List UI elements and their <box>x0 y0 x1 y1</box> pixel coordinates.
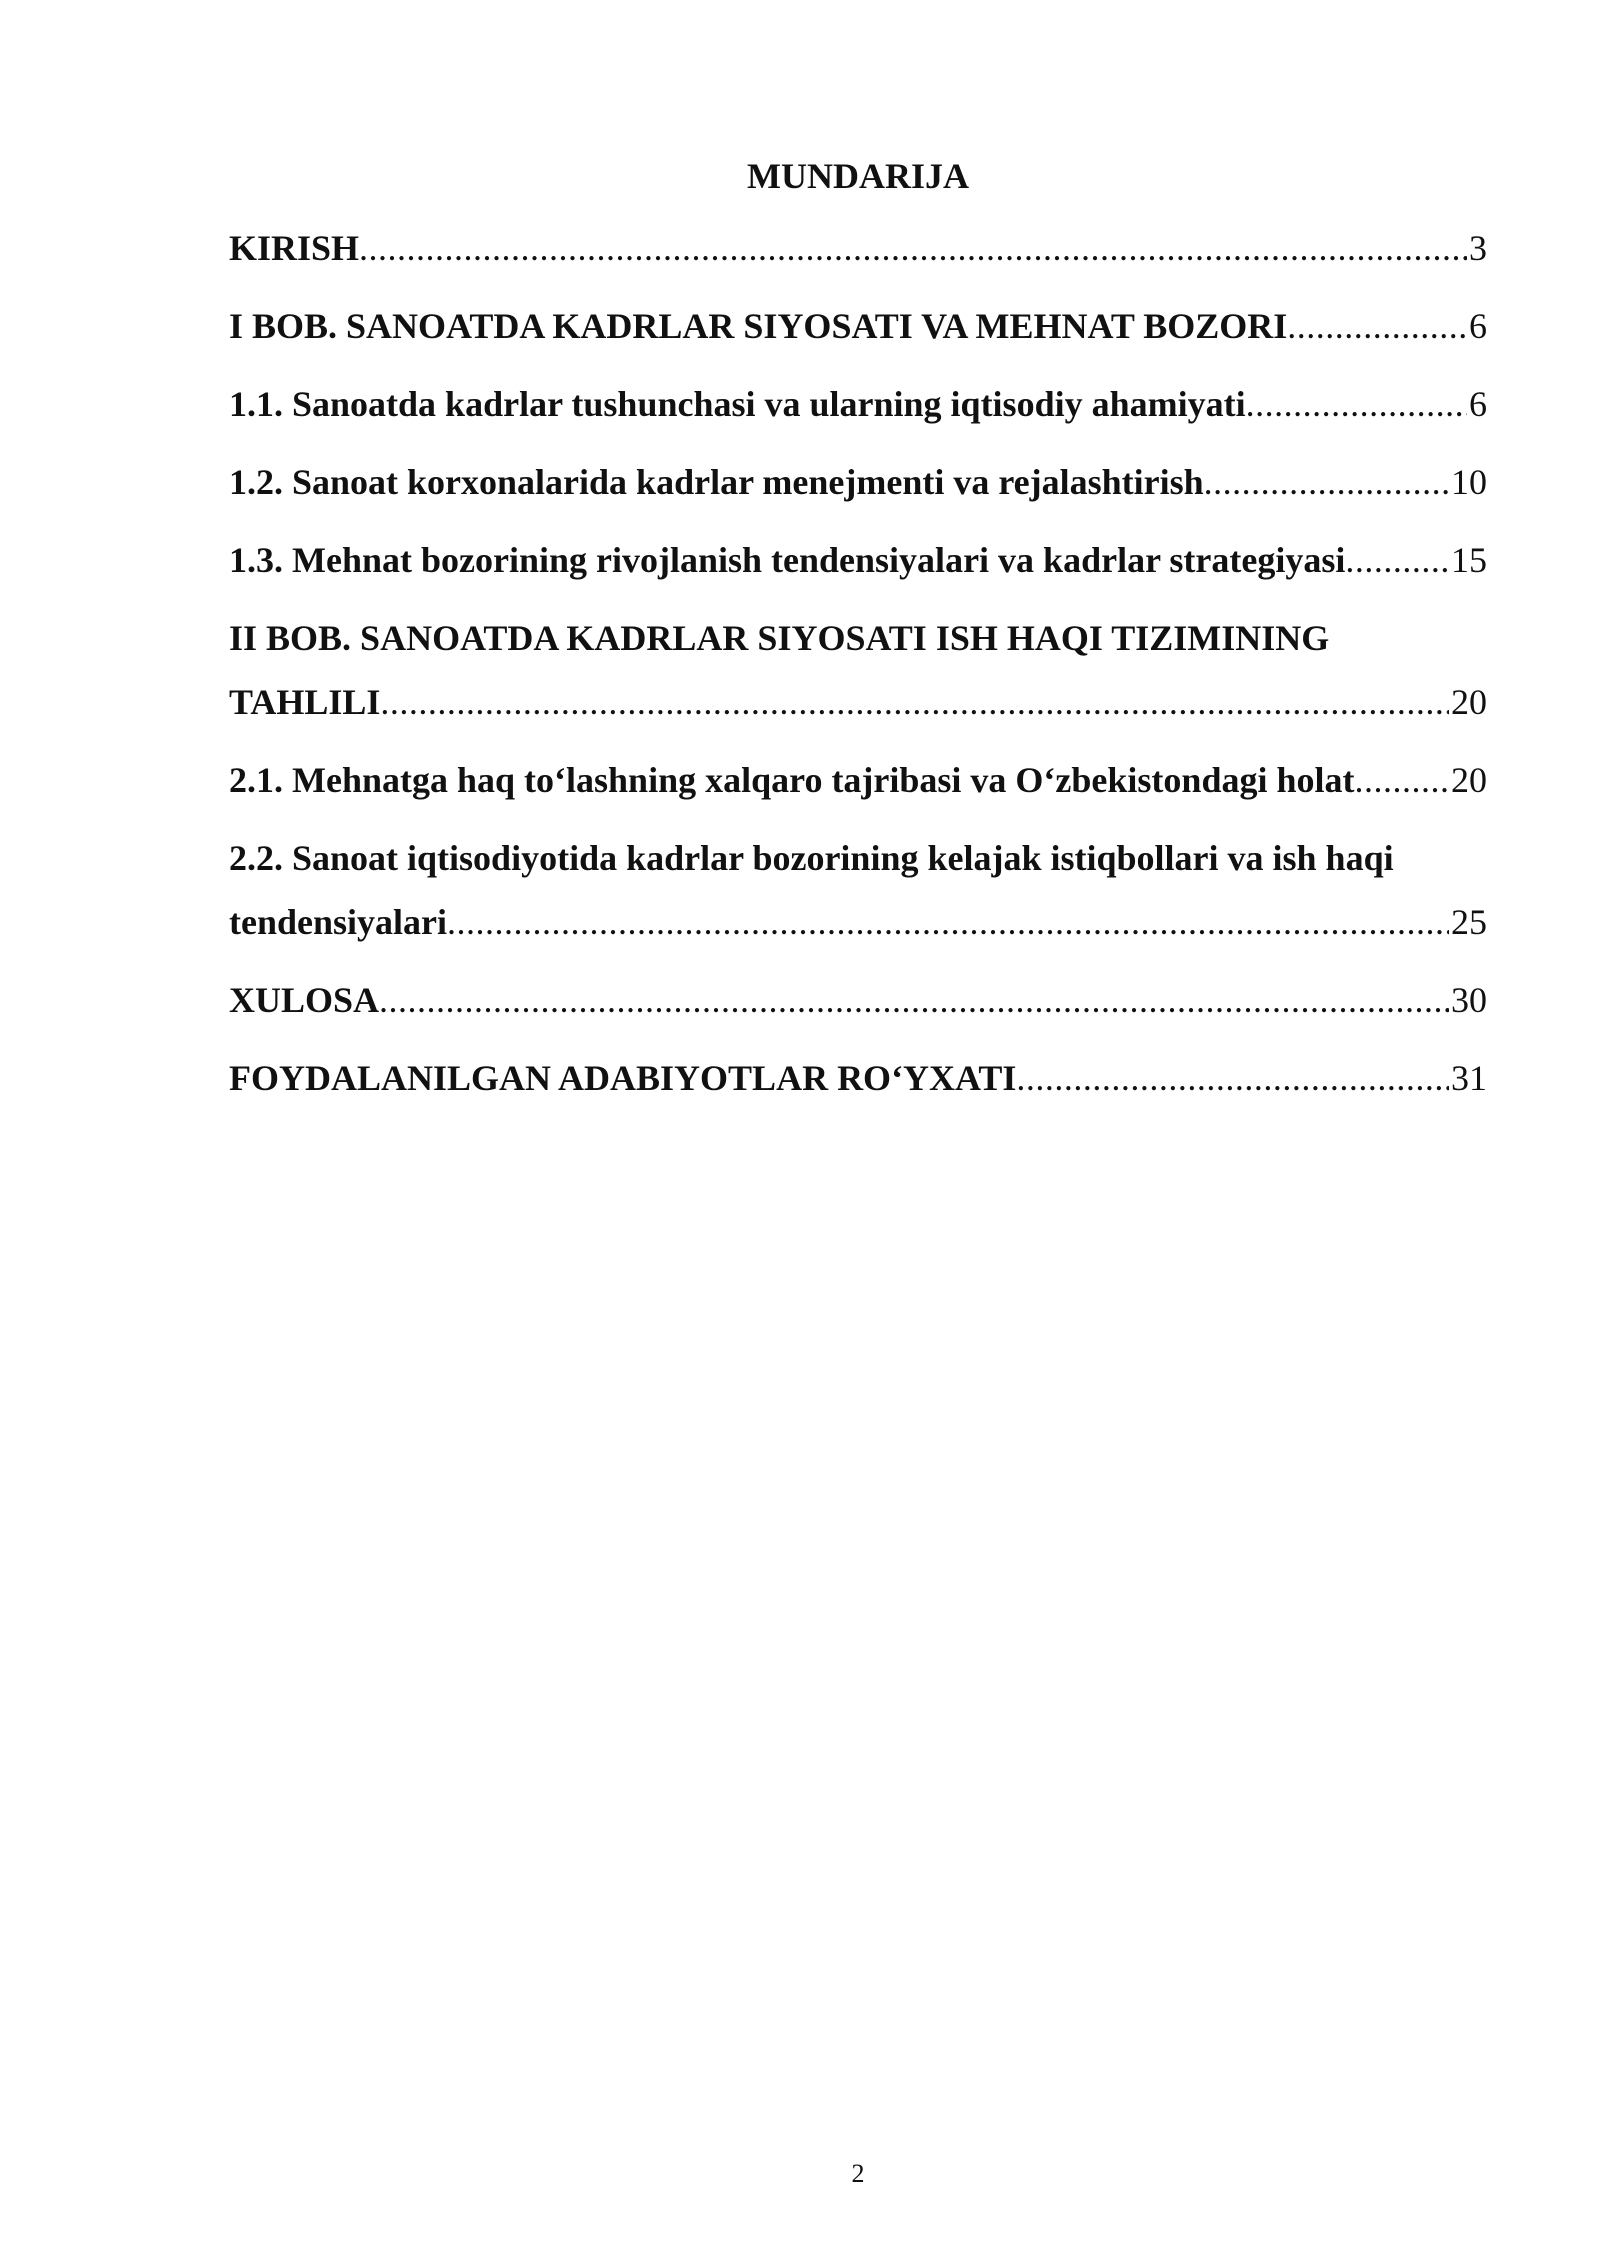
dot-leader <box>447 890 1449 954</box>
dot-leader <box>1345 528 1449 592</box>
toc-entry-section-2-2[interactable] <box>229 826 1487 954</box>
dot-leader <box>380 670 1449 734</box>
toc-entry-xulosa[interactable] <box>229 968 1487 1032</box>
page-number: 2 <box>851 2159 865 2188</box>
dot-leader <box>1354 748 1449 812</box>
toc-entry-label: 2.1. Mehnatga haq to‘lashning xalqaro tajribasi va O‘zbekistondagi holat <box>229 760 1355 800</box>
toc-entry-references[interactable] <box>229 1046 1487 1110</box>
dot-leader <box>379 968 1449 1032</box>
toc-entry-label: I BOB. SANOATDA KADRLAR SIYOSATI VA MEHNAT BOZORI <box>229 306 1288 346</box>
toc-entry-page: 15 <box>1451 540 1487 580</box>
toc-entry-label-line1: 2.2. Sanoat iqtisodiyotida kadrlar bozorining kelajak istiqbollari va ish haqi <box>229 838 1394 878</box>
toc-entry-label-line1: II BOB. SANOATDA KADRLAR SIYOSATI ISH HAQI TIZIMINING <box>229 618 1330 658</box>
toc-entry-label-line2: tendensiyalari <box>229 902 448 942</box>
toc-entry-label: 1.2. Sanoat korxonalarida kadrlar menejmenti va rejalashtirish <box>229 462 1204 502</box>
dot-leader <box>1287 294 1467 358</box>
toc-entry-label: 1.1. Sanoatda kadrlar tushunchasi va ularning iqtisodiy ahamiyati <box>229 384 1246 424</box>
toc-entry-chapter-1[interactable] <box>229 294 1487 358</box>
dot-leader <box>1204 450 1449 514</box>
toc-entry-page: 20 <box>1451 682 1487 722</box>
toc-entry-section-1-2[interactable] <box>229 450 1487 514</box>
toc-entry-page: 30 <box>1451 980 1487 1020</box>
toc-entry-section-1-3[interactable] <box>229 528 1487 592</box>
dot-leader <box>1246 372 1467 436</box>
dot-leader <box>359 216 1467 280</box>
table-of-contents <box>229 216 1487 1124</box>
toc-entry-page: 25 <box>1451 902 1487 942</box>
toc-entry-label: FOYDALANILGAN ADABIYOTLAR RO‘YXATI <box>229 1058 1017 1098</box>
toc-entry-page: 20 <box>1451 760 1487 800</box>
toc-entry-chapter-2[interactable] <box>229 606 1487 734</box>
toc-entry-page: 6 <box>1469 384 1487 424</box>
toc-entry-kirish[interactable] <box>229 216 1487 280</box>
toc-title: MUNDARIJA <box>747 156 969 196</box>
toc-entry-page: 10 <box>1451 462 1487 502</box>
toc-entry-label: 1.3. Mehnat bozorining rivojlanish tendensiyalari va kadrlar strategiyasi <box>229 540 1346 580</box>
toc-entry-page: 6 <box>1469 306 1487 346</box>
toc-entry-label: XULOSA <box>229 980 380 1020</box>
toc-entry-page: 31 <box>1451 1058 1487 1098</box>
toc-entry-label: KIRISH <box>229 228 360 268</box>
toc-entry-section-2-1[interactable] <box>229 748 1487 812</box>
toc-entry-section-1-1[interactable] <box>229 372 1487 436</box>
toc-entry-label-line2: TAHLILI <box>229 682 381 722</box>
dot-leader <box>1016 1046 1449 1110</box>
toc-entry-page: 3 <box>1469 228 1487 268</box>
